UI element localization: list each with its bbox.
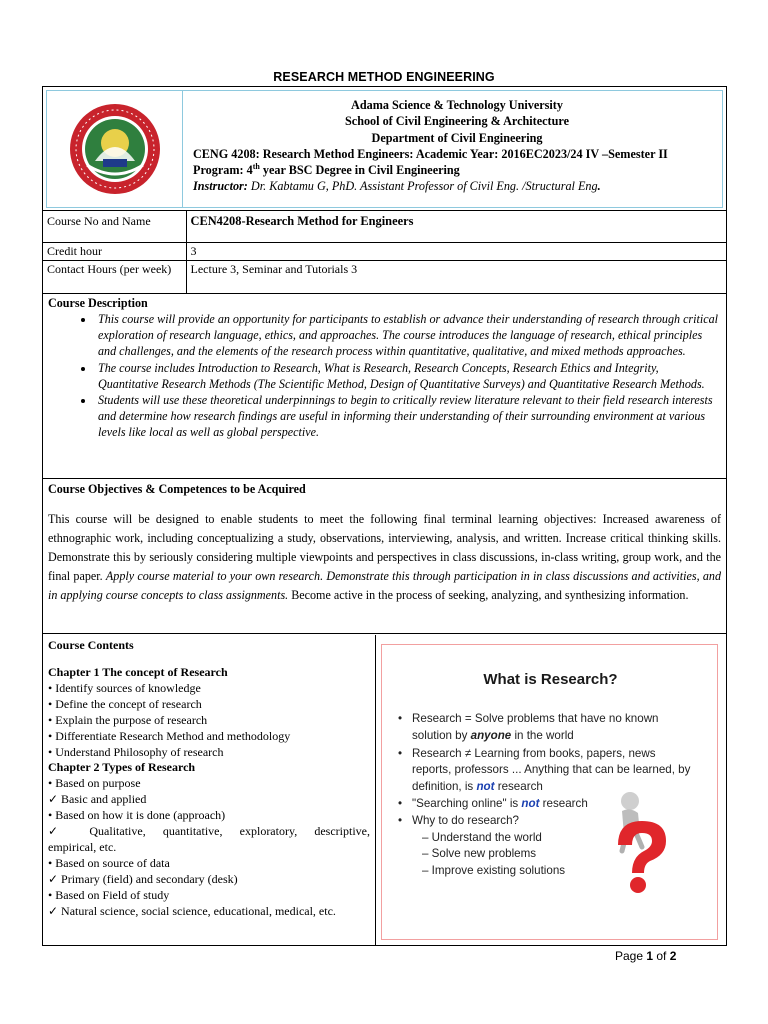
- list-item: • "Searching online" is not research: [398, 796, 698, 813]
- course-objectives: [43, 479, 726, 634]
- table-row: [43, 242, 726, 260]
- table-row: [43, 260, 726, 293]
- header-inner-border: [46, 90, 723, 208]
- department-name: Department of Civil Engineering: [371, 130, 543, 145]
- list-item: • The course includes Introduction to Research, What is Research, Research Concepts, Research Ethics and Integrity, Quantitative Research Methods (The Scientific Method, Design of Quantitative Surveys) and Quantitative Research Methods.: [95, 360, 721, 392]
- description-list: [95, 311, 721, 441]
- course-value: CEN4208-Research Method for Engineers: [186, 211, 726, 242]
- list-item: ✓ Primary (field) and secondary (desk): [48, 871, 238, 886]
- list-item: • Based on purpose: [48, 776, 141, 791]
- list-item: • Understand Philosophy of research: [48, 744, 224, 759]
- course-contents: [43, 635, 376, 945]
- contact-value: Lecture 3, Seminar and Tutorials 3: [186, 260, 726, 293]
- list-item: • Identify sources of knowledge: [48, 680, 201, 695]
- list-item: ✓ Qualitative, quantitative, exploratory, descriptive,: [48, 824, 370, 839]
- credit-label: Credit hour: [43, 242, 186, 260]
- list-item: • Differentiate Research Method and methodology: [48, 728, 291, 743]
- list-item: • Based on Field of study: [48, 887, 170, 902]
- credit-value: 3: [186, 242, 726, 260]
- list-item: – Solve new problems: [422, 847, 537, 861]
- list-item: • Based on source of data: [48, 855, 170, 870]
- slide-image: [381, 644, 718, 940]
- contents-heading: Course Contents: [48, 638, 134, 652]
- list-item: ✓ Natural science, social science, educational, medical, etc.: [48, 903, 336, 918]
- document-title: RESEARCH METHOD ENGINEERING: [273, 70, 495, 84]
- course-label: Course No and Name: [43, 211, 186, 242]
- list-item: • Why to do research?: [398, 813, 698, 830]
- list-item: • Define the concept of research: [48, 696, 202, 711]
- school-name: School of Civil Engineering & Architecture: [345, 114, 569, 129]
- list-item: • Explain the purpose of research: [48, 712, 208, 727]
- chapter-heading: Chapter 2 Types of Research: [48, 760, 196, 775]
- university-seal-icon: [67, 103, 163, 195]
- course-description: [43, 294, 726, 479]
- list-item: • Based on how it is done (approach): [48, 808, 226, 823]
- logo-cell: [47, 91, 183, 207]
- list-item: • Students will use these theoretical underpinnings to begin to critically review literature relevant to their field research interests and determine how research findings are useful in informing their understanding of their surrounding environment at various levels like local as well as global perspective.: [95, 392, 721, 441]
- university-name: Adama Science & Technology University: [351, 98, 563, 112]
- slide-title: What is Research?: [483, 671, 618, 688]
- course-info-table: [43, 211, 726, 294]
- header-text: [193, 97, 721, 195]
- course-line: CENG 4208: Research Method Engineers: Academic Year: 2016EC2023/24 IV –Semester II: [193, 146, 668, 161]
- objectives-heading: Course Objectives & Competences to be Acquired: [48, 482, 306, 496]
- list-item: • This course will provide an opportunity for participants to establish or advance their understanding of research through critical exploration of research language, ethics, and approaches. The course introduces the language of research, ethical principles and challenges, and the elements of the research process within quantitative, qualitative, and mixed methods approaches.: [95, 311, 721, 360]
- list-item: – Improve existing solutions: [422, 864, 566, 878]
- header-block: [43, 87, 726, 211]
- list-item: • Research ≠ Learning from books, papers, news reports, professors ... Anything that can be learned, by definition, is not research: [398, 746, 698, 796]
- list-item: empirical, etc.: [48, 839, 117, 854]
- instructor-line: Instructor: Dr. Kabtamu G, PhD. Assistant Professor of Civil Eng. /Structural Eng.: [193, 179, 601, 194]
- list-item: • Research = Solve problems that have no known solution by anyone in the world: [398, 711, 698, 745]
- table-row: [43, 211, 726, 242]
- page-footer: Page 1 of 2: [615, 949, 677, 963]
- program-line: Program: 4th year BSC Degree in Civil Engineering: [193, 162, 460, 178]
- question-mark-figure-icon: [596, 785, 692, 897]
- contact-label: Contact Hours (per week): [43, 260, 186, 293]
- chapter-heading: Chapter 1 The concept of Research: [48, 665, 228, 679]
- list-item: ✓ Basic and applied: [48, 792, 147, 807]
- description-heading: Course Description: [48, 296, 148, 310]
- course-outline-table: [42, 86, 727, 946]
- objectives-text: This course will be designed to enable students to meet the following final terminal learning objectives: Increased awareness of ethnographic work, including conceptualizing a study, observations, interviewing, analysis, and written. Increase critical thinking skills. Demonstrate this by seriously considering multiple viewpoints and perspectives in class discussions, in-class writing, group work, and the final paper. Apply course material to your own research. Demonstrate this through participation in in class discussions and activities, and in applying course concepts to class assignments. Become active in the process of seeking, analyzing, and synthesizing information.: [48, 512, 722, 603]
- list-item: – Understand the world: [422, 830, 542, 844]
